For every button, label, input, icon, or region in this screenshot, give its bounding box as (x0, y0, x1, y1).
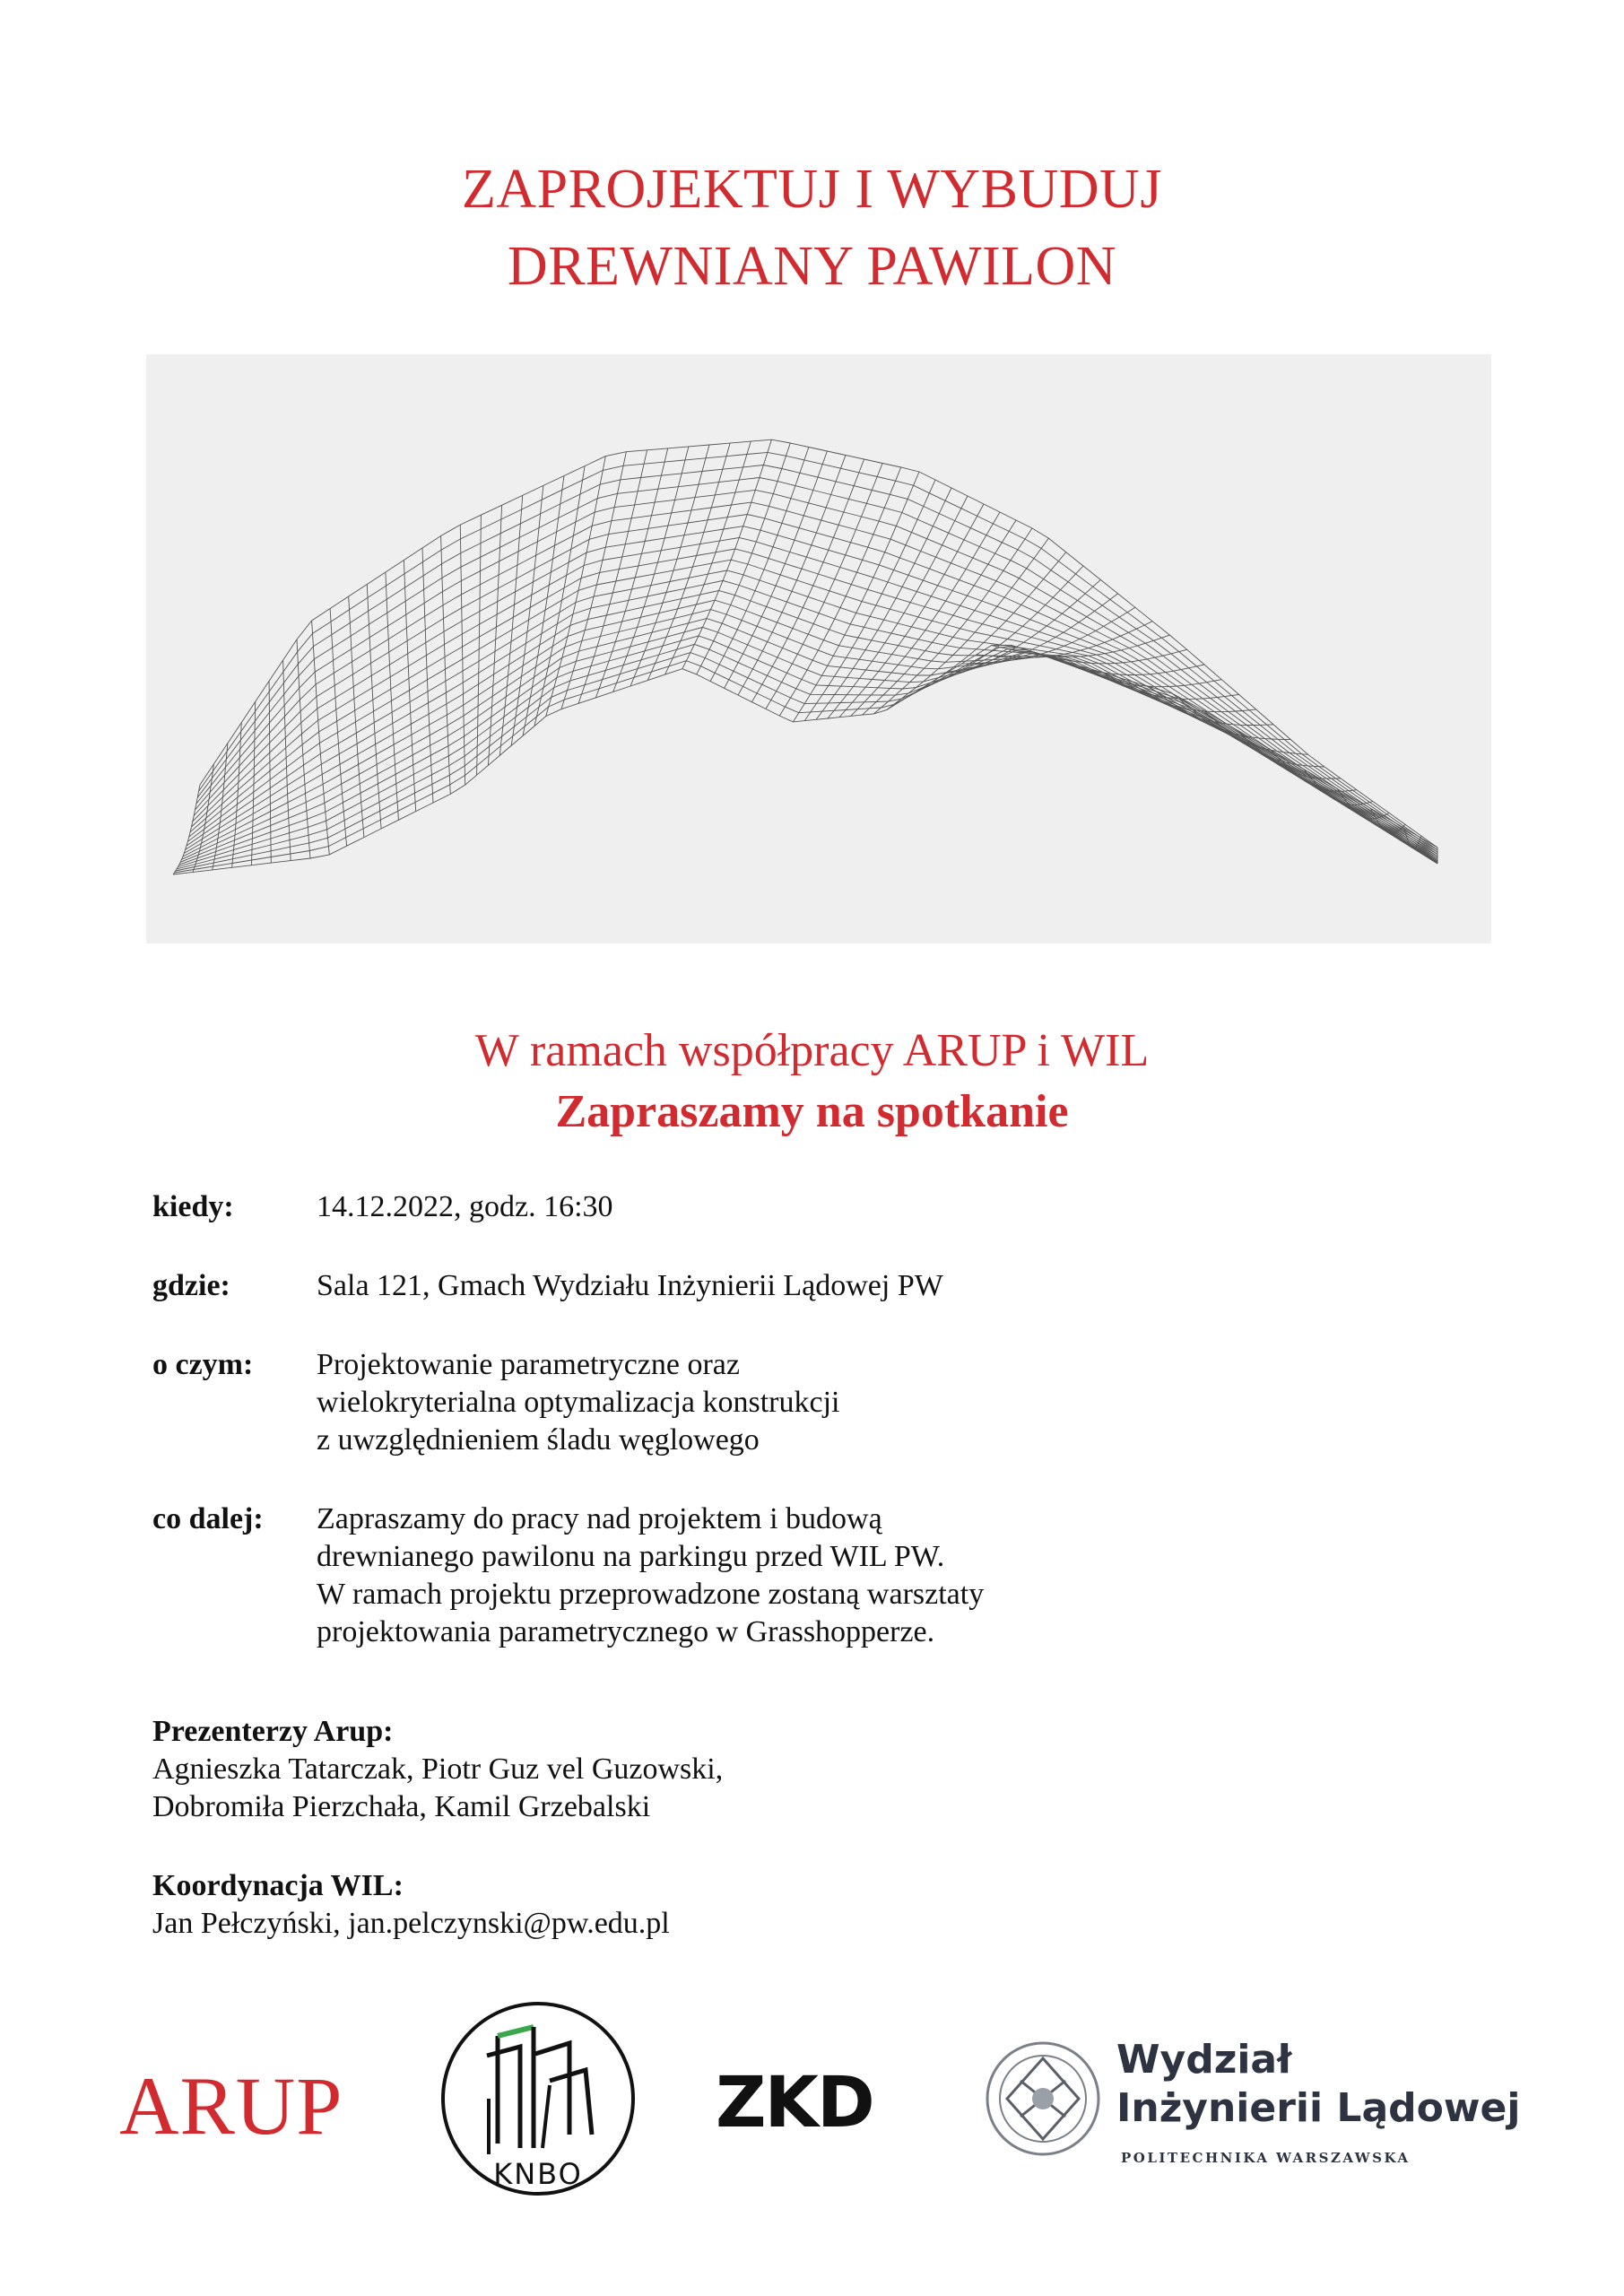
mesh-line (595, 448, 667, 698)
mesh-line (561, 452, 627, 709)
mesh-line (477, 515, 482, 775)
invitation-block (0, 1021, 1624, 1143)
mesh-line (194, 502, 1437, 858)
mesh-line (297, 639, 310, 858)
wil-line-2: Inżynierii Lądowej (1116, 2085, 1521, 2131)
detail-label: co dalej: (152, 1502, 264, 1535)
mesh-line (189, 549, 1437, 863)
wil-university-name: POLITECHNIKA WARSZAWSKA (1121, 2150, 1411, 2166)
title-line-2: DREWNIANY PAWILON (507, 236, 1117, 297)
detail-value: Zapraszamy do pracy nad projektem i budową drewnianego pawilonu na parkingu przed WIL PW. W ramach projektu przeprowadzone zostaną warsztaty projektowania parametrycznego w Grasshopperze. (317, 1502, 985, 1648)
detail-value: Sala 121, Gmach Wydziału Inżynierii Lądowej PW (317, 1269, 943, 1302)
mesh-line (523, 476, 564, 736)
detail-value: 14.12.2022, godz. 16:30 (317, 1190, 613, 1223)
partner-logos (0, 1996, 1624, 2202)
mesh-line (804, 480, 935, 721)
pavilion-mesh (146, 354, 1491, 944)
title-line-1: ZAPROJEKTUJ I WYBUDUJ (462, 159, 1162, 220)
mesh-line (422, 548, 433, 803)
presenters-names: Agnieszka Tatarczak, Piotr Guz vel Guzowski, Dobromiła Pierzchała, Kamil Grzebalski (152, 1752, 724, 1823)
poster-title (0, 151, 1624, 305)
mesh-line (665, 441, 751, 674)
mesh-line (312, 621, 330, 855)
mesh-line (196, 478, 1437, 855)
knbo-wordmark: KNBO (493, 2157, 583, 2191)
mesh-line (200, 439, 1437, 848)
detail-next (152, 1500, 1498, 1651)
mesh-line (828, 496, 968, 718)
mesh-line (793, 472, 919, 722)
mesh-line (176, 649, 1437, 871)
mesh-line (269, 681, 271, 863)
mesh-line (460, 525, 465, 785)
coordination-heading: Koordynacja WIL: (152, 1869, 404, 1902)
politechnika-seal-icon (985, 2040, 1101, 2157)
knbo-logo (435, 2000, 641, 2197)
cooperation-line: W ramach współpracy ARUP i WIL (474, 1025, 1150, 1076)
coordination-section (152, 1867, 1498, 1943)
mesh-line (404, 561, 415, 812)
mesh-line (173, 645, 1437, 874)
detail-value: Projektowanie parametryczne oraz wielokryterialna optymalizacja konstrukcji z uwzględnieniem śladu węglowego (317, 1348, 840, 1457)
arup-logo: ARUP (119, 2060, 343, 2152)
mesh-line (190, 538, 1437, 863)
mesh-line (613, 447, 689, 692)
mesh-line (839, 504, 984, 718)
mesh-line (197, 465, 1437, 853)
event-details (152, 1188, 1498, 1692)
mesh-line (578, 450, 647, 704)
presenters-section (152, 1713, 1498, 1826)
wil-line-1: Wydział (1116, 2037, 1292, 2083)
detail-label: gdzie: (152, 1269, 230, 1302)
detail-topic (152, 1346, 1498, 1459)
mesh-line (887, 538, 1049, 710)
mesh-line (177, 644, 1437, 868)
zkd-logo: ZKD (716, 2063, 873, 2144)
mesh-line (682, 439, 772, 669)
detail-label: o czym: (152, 1348, 254, 1381)
wil-logo-text (1116, 2036, 1520, 2133)
mesh-line (751, 459, 864, 702)
detail-label: kiedy: (152, 1190, 234, 1223)
detail-where (152, 1267, 1498, 1305)
mesh-line (441, 536, 451, 795)
mesh-line (488, 505, 501, 765)
detail-when (152, 1188, 1498, 1226)
mesh-line (1150, 687, 1291, 740)
coordination-contact: Jan Pełczyński, jan.pelczynski@pw.edu.pl (152, 1907, 670, 1940)
mesh-line (873, 528, 1032, 714)
presenters-heading: Prezenterzy Arup: (152, 1715, 394, 1748)
invitation-line: Zapraszamy na spotkanie (555, 1086, 1069, 1137)
pavilion-wireframe-image (146, 354, 1491, 944)
